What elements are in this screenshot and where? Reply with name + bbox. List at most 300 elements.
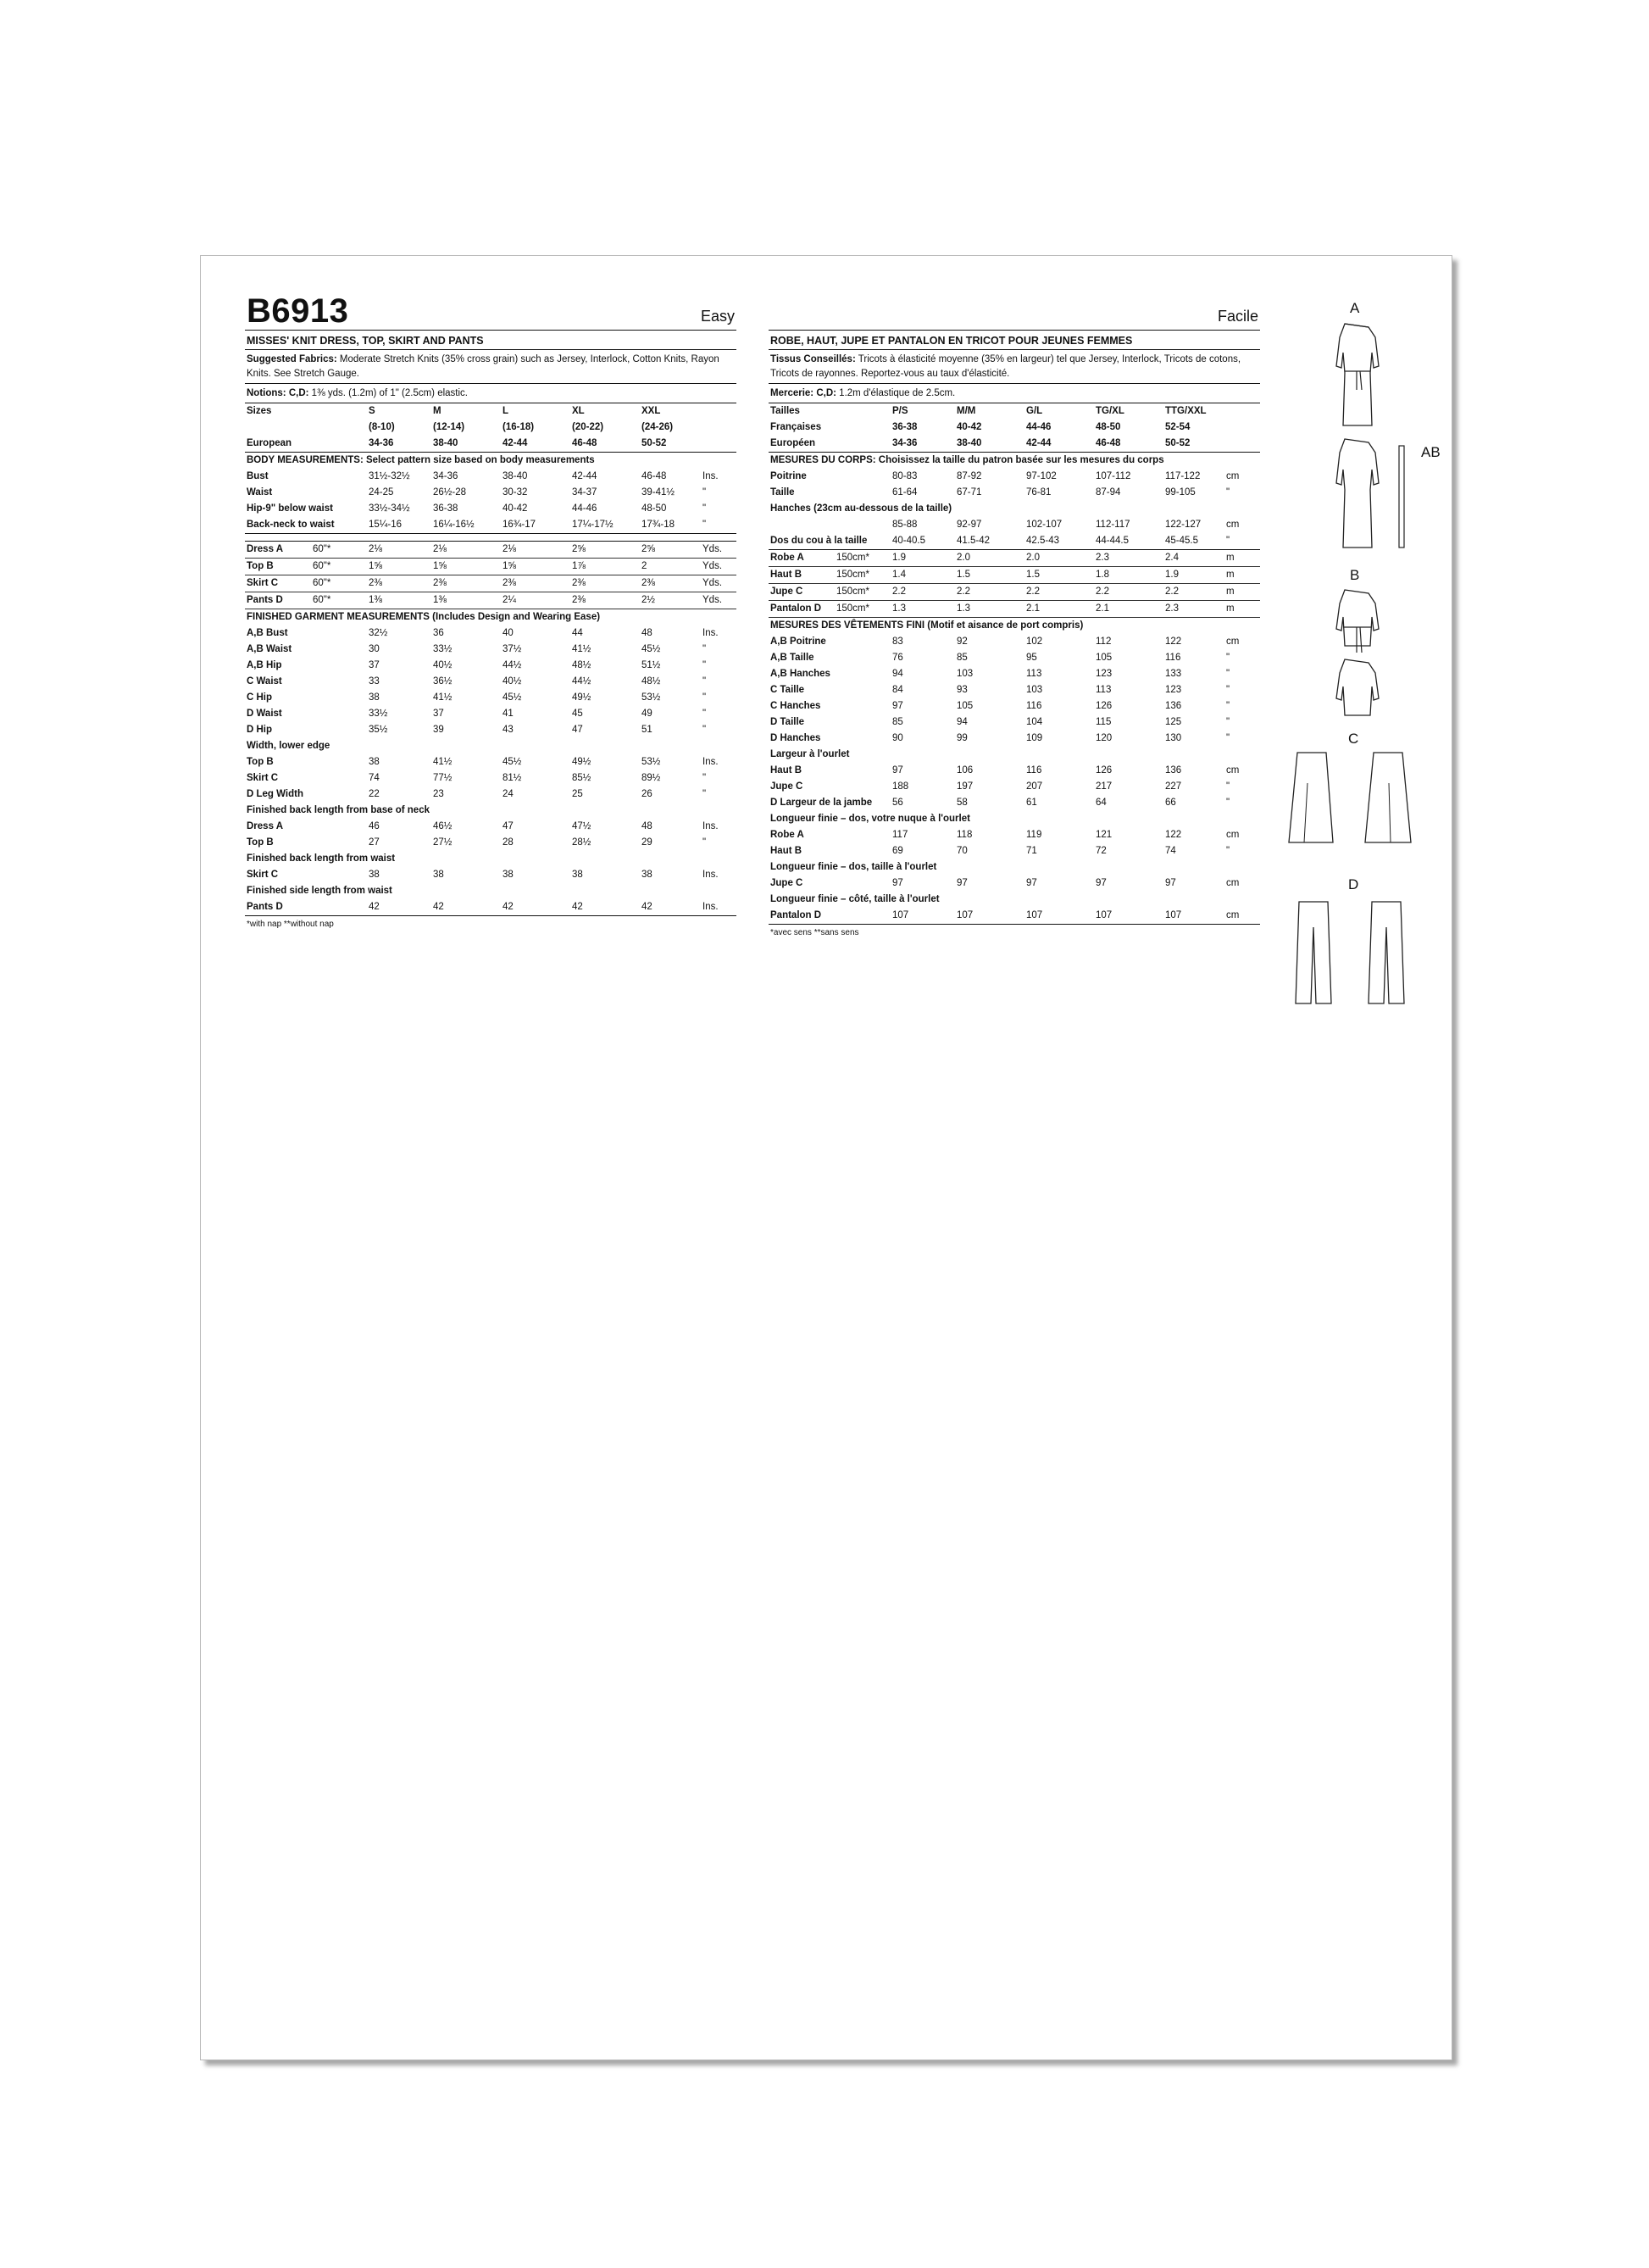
row-label: C Hip <box>247 692 273 703</box>
value-cell: 1⅝ <box>501 559 570 575</box>
unit-cell: m <box>1224 550 1260 567</box>
difficulty-label: Easy <box>700 308 735 325</box>
value-cell: 30 <box>369 644 380 654</box>
value-cell: 126 <box>1096 701 1113 711</box>
value-cell: 17¼-17½ <box>570 517 640 534</box>
value-cell: 24-25 <box>369 487 394 498</box>
unit-cell: " <box>702 789 707 799</box>
value-cell: 26½-28 <box>433 487 467 498</box>
measurement-row <box>245 517 736 534</box>
value-cell: 1⅝ <box>431 559 501 575</box>
label-width-cell <box>245 559 367 575</box>
value-cell: 102 <box>1026 636 1043 647</box>
value-cell: 64 <box>1096 798 1107 808</box>
section-heading: BODY MEASUREMENTS: Select pattern size based on body measurements <box>247 455 595 465</box>
row-label: Dress A <box>247 821 284 831</box>
value-cell: 107-112 <box>1096 471 1131 481</box>
us-size: (24-26) <box>641 422 674 432</box>
unit-cell: m <box>1224 567 1260 584</box>
value-cell: 2⅜ <box>570 592 640 609</box>
value-cell: 36½ <box>433 676 453 687</box>
europeen-size: 42-44 <box>1024 436 1094 453</box>
label-width-cell <box>245 592 367 609</box>
measurement-row <box>245 501 736 517</box>
unit-cell: Yds. <box>701 592 736 609</box>
value-cell: 40 <box>502 628 514 638</box>
value-cell: 106 <box>957 765 974 775</box>
unit-cell: m <box>1224 584 1260 601</box>
value-cell: 42 <box>501 899 570 916</box>
value-cell: 72 <box>1096 846 1107 856</box>
value-cell: 133 <box>1165 669 1182 679</box>
row-label: A,B Waist <box>247 644 292 654</box>
unit-cell: Yds. <box>701 542 736 559</box>
spacer-cell <box>1224 403 1260 420</box>
value-cell: 89½ <box>641 773 661 783</box>
value-cell: 97 <box>1096 878 1107 888</box>
value-cell: 2.2 <box>891 584 955 601</box>
value-cell: 2.0 <box>955 550 1024 567</box>
unit-cell: " <box>702 725 707 735</box>
value-cell: 97 <box>892 765 903 775</box>
row-label: A,B Hip <box>247 660 282 670</box>
value-cell: 70 <box>957 846 968 856</box>
value-cell: 40-42 <box>502 503 528 514</box>
value-cell: 44½ <box>502 660 522 670</box>
value-cell: 112 <box>1096 636 1112 647</box>
value-cell: 118 <box>957 830 973 840</box>
european-sizes-row <box>245 436 736 453</box>
value-cell: 2⅜ <box>640 575 701 592</box>
value-cell: 97 <box>1026 878 1037 888</box>
unit-cell: " <box>702 692 707 703</box>
row-label: A,B Taille <box>770 653 814 663</box>
notions-fr <box>769 384 1260 403</box>
section-heading-row <box>245 803 736 819</box>
value-cell: 217 <box>1096 781 1113 792</box>
notions <box>245 384 736 403</box>
section-heading-row <box>769 811 1260 827</box>
europeen-size: 46-48 <box>1094 436 1163 453</box>
value-cell: 26 <box>641 789 652 799</box>
measurement-row <box>245 706 736 722</box>
measurement-row <box>245 625 736 642</box>
us-size: (12-14) <box>433 422 465 432</box>
value-cell: 28 <box>502 837 514 848</box>
value-cell: 44-44.5 <box>1094 533 1163 550</box>
english-column <box>245 256 736 929</box>
section-heading-row <box>245 609 736 626</box>
row-label: Robe A <box>770 553 804 563</box>
header-fr <box>769 256 1260 331</box>
value-cell: 41 <box>502 709 514 719</box>
size-code: TTG/XXL <box>1165 406 1207 416</box>
value-cell: 61 <box>1026 798 1037 808</box>
value-cell: 87-92 <box>957 471 982 481</box>
value-cell: 15¼-16 <box>367 517 431 534</box>
value-cell: 42 <box>431 899 501 916</box>
european-label: European <box>245 436 367 453</box>
value-cell: 92 <box>957 636 968 647</box>
value-cell: 1⅝ <box>367 559 431 575</box>
value-cell: 2.1 <box>1094 601 1163 618</box>
value-cell: 92-97 <box>957 520 982 530</box>
value-cell: 38 <box>641 870 652 880</box>
value-cell: 2⅛ <box>431 542 501 559</box>
section-heading-row <box>245 883 736 899</box>
fabric-width: 60"* <box>313 578 331 588</box>
value-cell: 2.2 <box>1024 584 1094 601</box>
pattern-code: B6913 <box>247 292 349 330</box>
view-label-ab: AB <box>1421 444 1441 460</box>
fabric-width: 150cm* <box>836 553 869 563</box>
unit-cell: " <box>1226 846 1230 856</box>
value-cell: 107 <box>891 908 955 925</box>
fabrics-text-fr: Tricots à élasticité moyenne (35% en largeur) tel que Jersey, Interlock, Tricots de cotons, Tricots de rayonnes. Reportez-vous au taux d'élasticité. <box>770 354 1241 379</box>
francaises-label: Françaises <box>770 422 822 432</box>
unit-cell: " <box>1224 533 1260 550</box>
europeen-sizes-row <box>769 436 1260 453</box>
value-cell: 1⅜ <box>431 592 501 609</box>
measurement-row <box>769 469 1260 485</box>
value-cell: 2.3 <box>1163 601 1224 618</box>
european-size: 42-44 <box>501 436 570 453</box>
unit-cell: Ins. <box>702 870 719 880</box>
value-cell: 117-122 <box>1165 471 1201 481</box>
row-label: Jupe C <box>770 586 803 597</box>
us-size: (8-10) <box>369 422 395 432</box>
row-label: D Largeur de la jambe <box>770 798 873 808</box>
value-cell: 42 <box>640 899 701 916</box>
spacer-cell <box>245 534 736 542</box>
value-cell: 99 <box>957 733 968 743</box>
value-cell: 74 <box>369 773 380 783</box>
unit-cell: cm <box>1226 765 1240 775</box>
value-cell: 16¾-17 <box>501 517 570 534</box>
value-cell: 105 <box>1096 653 1113 663</box>
value-cell: 84 <box>892 685 903 695</box>
us-size: (16-18) <box>502 422 535 432</box>
value-cell: 116 <box>1165 653 1181 663</box>
unit-cell: Yds. <box>701 559 736 575</box>
europeen-size: 34-36 <box>891 436 955 453</box>
section-heading: MESURES DU CORPS: Choisissez la taille du patron basée sur les mesures du corps <box>770 455 1164 465</box>
measurement-row <box>769 666 1260 682</box>
value-cell: 41½ <box>572 644 591 654</box>
section-heading-row <box>245 453 736 470</box>
value-cell: 122 <box>1165 830 1182 840</box>
value-cell: 103 <box>1026 685 1043 695</box>
yardage-row <box>245 575 736 592</box>
value-cell: 1.3 <box>891 601 955 618</box>
unit-cell: cm <box>1226 636 1240 647</box>
unit-cell: Yds. <box>701 575 736 592</box>
value-cell: 2.0 <box>1024 550 1094 567</box>
row-label: D Hanches <box>770 733 821 743</box>
row-label: D Leg Width <box>247 789 303 799</box>
value-cell: 48½ <box>572 660 591 670</box>
value-cell: 42 <box>570 899 640 916</box>
size-code: P/S <box>892 406 908 416</box>
view-label-a: A <box>1350 300 1360 316</box>
europeen-label: Européen <box>769 436 891 453</box>
value-cell: 103 <box>957 669 974 679</box>
measurement-row <box>245 642 736 658</box>
value-cell: 45-45.5 <box>1163 533 1224 550</box>
european-size: 34-36 <box>367 436 431 453</box>
section-heading-row <box>245 738 736 754</box>
value-cell: 105 <box>957 701 974 711</box>
value-cell: 69 <box>892 846 903 856</box>
section-heading-row <box>245 851 736 867</box>
value-cell: 113 <box>1026 669 1042 679</box>
spacer-cell <box>1224 420 1260 436</box>
value-cell: 117 <box>892 830 908 840</box>
value-cell: 2 <box>640 559 701 575</box>
value-cell: 48½ <box>641 676 661 687</box>
measurement-row <box>769 698 1260 714</box>
label-width-cell <box>769 584 891 601</box>
row-label: Dress A <box>247 544 284 554</box>
measurement-row <box>245 674 736 690</box>
spacer-row <box>245 534 736 542</box>
value-cell: 27 <box>369 837 380 848</box>
value-cell: 97 <box>892 701 903 711</box>
european-size: 38-40 <box>431 436 501 453</box>
value-cell: 38 <box>369 757 380 767</box>
francaises-sizes-row <box>769 420 1260 436</box>
value-cell: 33½-34½ <box>369 503 410 514</box>
value-cell: 2.2 <box>1163 584 1224 601</box>
value-cell: 49½ <box>572 757 591 767</box>
yardage-row <box>769 567 1260 584</box>
measurement-row <box>769 763 1260 779</box>
unit-cell: " <box>1226 669 1230 679</box>
europeen-size: 50-52 <box>1163 436 1224 453</box>
value-cell: 30-32 <box>502 487 528 498</box>
row-label: Hip-9" below waist <box>247 503 333 514</box>
section-heading-row <box>769 618 1260 635</box>
value-cell: 94 <box>957 717 968 727</box>
unit-cell: " <box>702 660 707 670</box>
value-cell: 1.4 <box>891 567 955 584</box>
section-heading: Longueur finie – dos, taille à l'ourlet <box>770 862 937 872</box>
value-cell: 45½ <box>502 757 522 767</box>
value-cell: 33½ <box>369 709 388 719</box>
section-heading: Longueur finie – côté, taille à l'ourlet <box>770 894 940 904</box>
value-cell: 23 <box>433 789 444 799</box>
value-cell: 116 <box>1026 701 1042 711</box>
row-label: Pantalon D <box>770 603 822 614</box>
measurement-row <box>245 485 736 501</box>
fabrics-label-fr: Tissus Conseillés: <box>770 354 856 364</box>
unit-cell: " <box>1226 733 1230 743</box>
value-cell: 36 <box>433 628 444 638</box>
value-cell: 2⅛ <box>501 542 570 559</box>
spacer-cell <box>769 517 891 533</box>
yardage-row <box>245 542 736 559</box>
row-label: Dos du cou à la taille <box>769 533 891 550</box>
value-cell: 2¼ <box>501 592 570 609</box>
view-label-b: B <box>1350 567 1360 583</box>
value-cell: 40½ <box>433 660 453 670</box>
value-cell: 119 <box>1026 830 1042 840</box>
fabric-width: 150cm* <box>836 570 869 580</box>
measurement-row <box>769 485 1260 501</box>
value-cell: 42-44 <box>572 471 597 481</box>
unit-cell: Ins. <box>702 628 719 638</box>
row-label: Pants D <box>247 595 283 605</box>
value-cell: 61-64 <box>892 487 918 498</box>
fabric-width: 150cm* <box>836 586 869 597</box>
measurement-row <box>769 795 1260 811</box>
value-cell: 2.4 <box>1163 550 1224 567</box>
measurement-row <box>245 899 736 916</box>
measurement-row <box>769 843 1260 859</box>
value-cell: 34-37 <box>572 487 597 498</box>
pattern-sheet <box>200 255 1452 2060</box>
row-label: Haut B <box>770 570 802 580</box>
value-cell: 32½ <box>369 628 388 638</box>
unit-cell: cm <box>1226 471 1240 481</box>
value-cell: 115 <box>1096 717 1112 727</box>
value-cell: 47 <box>502 821 514 831</box>
row-label: Top B <box>247 757 274 767</box>
section-heading: MESURES DES VÊTEMENTS FINI (Motif et aisance de port compris) <box>770 620 1084 631</box>
unit-cell: " <box>701 517 736 534</box>
value-cell: 80-83 <box>892 471 918 481</box>
value-cell: 1.9 <box>1163 567 1224 584</box>
value-cell: 48 <box>641 628 652 638</box>
value-cell: 40½ <box>502 676 522 687</box>
value-cell: 1⅜ <box>367 592 431 609</box>
spacer-cell <box>701 403 736 420</box>
row-label: C Taille <box>770 685 805 695</box>
unit-cell: " <box>1226 701 1230 711</box>
unit-cell: " <box>702 644 707 654</box>
notions-text-fr: 1.2m d'élastique de 2.5cm. <box>839 388 956 398</box>
value-cell: 112-117 <box>1096 520 1130 530</box>
value-cell: 51 <box>641 725 652 735</box>
unit-cell: " <box>702 487 707 498</box>
measurement-row <box>245 469 736 485</box>
value-cell: 38 <box>502 870 514 880</box>
value-cell: 24 <box>502 789 514 799</box>
size-code: G/L <box>1026 406 1043 416</box>
value-cell: 1.9 <box>891 550 955 567</box>
suggested-fabrics-fr <box>769 350 1260 384</box>
value-cell: 48-50 <box>641 503 667 514</box>
row-label: A,B Bust <box>247 628 288 638</box>
spacer-cell <box>1224 436 1260 453</box>
section-heading: Longueur finie – dos, votre nuque à l'ourlet <box>770 814 970 824</box>
value-cell: 136 <box>1165 701 1182 711</box>
row-label: Skirt C <box>247 773 279 783</box>
value-cell: 2⅜ <box>431 575 501 592</box>
value-cell: 38 <box>572 870 583 880</box>
value-cell: 1.5 <box>1024 567 1094 584</box>
value-cell: 1.3 <box>955 601 1024 618</box>
yardage-row <box>245 559 736 575</box>
value-cell: 38 <box>369 870 380 880</box>
size-code: XL <box>572 406 585 416</box>
fabrics-text: Moderate Stretch Knits (35% cross grain) such as Jersey, Interlock, Cotton Knits, Rayon Knits. See Stretch Gauge. <box>247 354 719 379</box>
unit-cell: " <box>1226 685 1230 695</box>
measurement-row <box>245 690 736 706</box>
row-label: Pants D <box>245 899 367 916</box>
suggested-fabrics <box>245 350 736 384</box>
measurement-row <box>769 650 1260 666</box>
value-cell: 107 <box>955 908 1024 925</box>
francaises-size: 36-38 <box>892 422 918 432</box>
unit-cell: " <box>702 503 707 514</box>
value-cell: 136 <box>1165 765 1182 775</box>
measurement-row <box>769 634 1260 650</box>
value-cell: 43 <box>502 725 514 735</box>
pants-d-illustration <box>1282 898 1435 1017</box>
section-heading-row <box>769 501 1260 517</box>
header <box>245 256 736 331</box>
value-cell: 83 <box>892 636 903 647</box>
value-cell: 85-88 <box>892 520 918 530</box>
row-label: C Waist <box>247 676 282 687</box>
value-cell: 16¼-16½ <box>431 517 501 534</box>
row-label: Back-neck to waist <box>245 517 367 534</box>
measurement-row <box>769 714 1260 731</box>
value-cell: 76-81 <box>1026 487 1052 498</box>
value-cell: 2⅜ <box>501 575 570 592</box>
value-cell: 58 <box>957 798 968 808</box>
value-cell: 85 <box>957 653 968 663</box>
row-label: Haut B <box>770 846 802 856</box>
spacer-cell <box>701 436 736 453</box>
value-cell: 2⅝ <box>570 542 640 559</box>
unit-cell: " <box>1226 653 1230 663</box>
unit-cell: cm <box>1226 878 1240 888</box>
value-cell: 97 <box>1165 878 1176 888</box>
measurement-row <box>245 835 736 851</box>
value-cell: 1.8 <box>1094 567 1163 584</box>
value-cell: 207 <box>1026 781 1043 792</box>
value-cell: 85½ <box>572 773 591 783</box>
section-heading: Width, lower edge <box>247 741 330 751</box>
value-cell: 123 <box>1096 669 1113 679</box>
value-cell: 44-46 <box>572 503 597 514</box>
value-cell: 87-94 <box>1096 487 1121 498</box>
section-heading: Finished back length from waist <box>247 853 396 864</box>
measurement-row <box>769 876 1260 892</box>
value-cell: 29 <box>641 837 652 848</box>
size-code: M <box>433 406 441 416</box>
value-cell: 37 <box>433 709 444 719</box>
yardage-row <box>245 592 736 609</box>
value-cell: 227 <box>1165 781 1182 792</box>
value-cell: 37 <box>369 660 380 670</box>
francaises-size: 40-42 <box>957 422 982 432</box>
value-cell: 49½ <box>572 692 591 703</box>
value-cell: 97-102 <box>1026 471 1057 481</box>
pattern-title-fr: ROBE, HAUT, JUPE ET PANTALON EN TRICOT POUR JEUNES FEMMES <box>769 331 1260 350</box>
fabric-width: 60"* <box>313 544 331 554</box>
francaises-size: 44-46 <box>1026 422 1052 432</box>
value-cell: 121 <box>1096 830 1113 840</box>
label-width-cell <box>245 575 367 592</box>
value-cell: 109 <box>1026 733 1043 743</box>
pattern-title: MISSES' KNIT DRESS, TOP, SKIRT AND PANTS <box>245 331 736 350</box>
value-cell: 197 <box>957 781 974 792</box>
value-cell: 107 <box>1094 908 1163 925</box>
view-label-d: D <box>1348 876 1359 892</box>
